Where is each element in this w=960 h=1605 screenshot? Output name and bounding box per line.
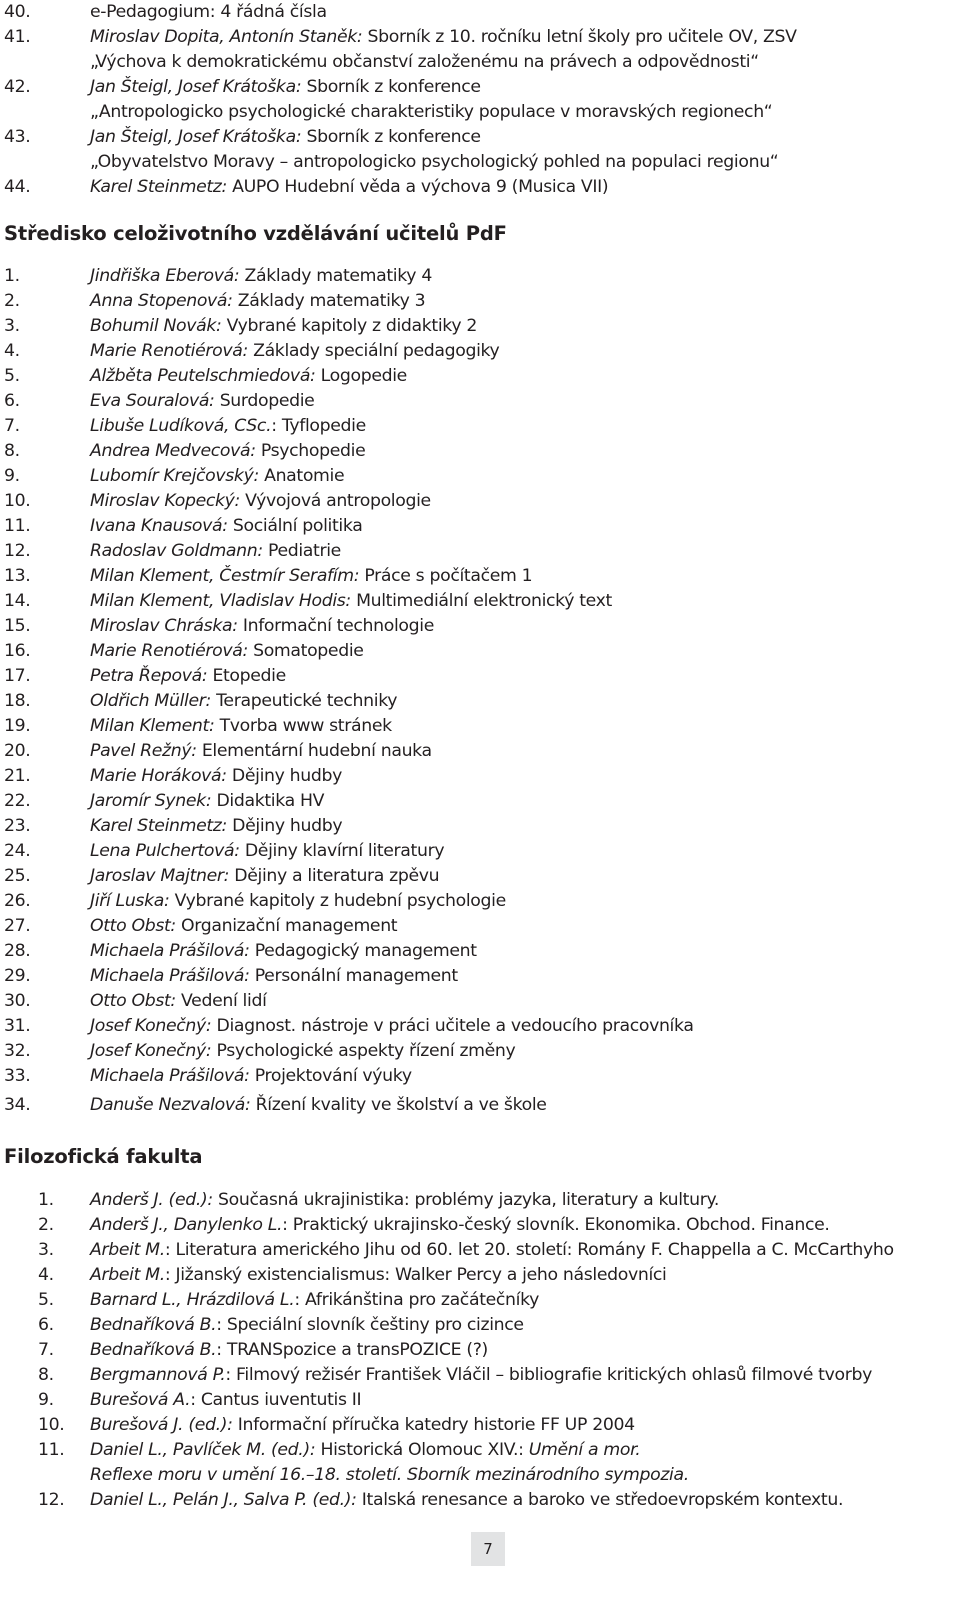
item-title: Základy speciální pedagogiky xyxy=(247,341,500,361)
list-item xyxy=(0,364,960,389)
item-number: 8. xyxy=(4,441,20,461)
item-author: Bergmannová P. xyxy=(90,1365,226,1385)
item-title: e-Pedagogium: 4 řádná čísla xyxy=(90,2,327,22)
item-author: Petra Řepová: xyxy=(90,666,208,686)
item-author: Karel Steinmetz: xyxy=(90,816,228,836)
section-list-continued xyxy=(0,0,960,200)
list-item xyxy=(0,1363,960,1388)
list-item xyxy=(0,439,960,464)
list-item xyxy=(0,764,960,789)
item-title: AUPO Hudební věda a výchova 9 (Musica VII) xyxy=(227,177,609,197)
item-number: 8. xyxy=(38,1365,54,1385)
list-item xyxy=(0,1238,960,1263)
item-number: 9. xyxy=(4,466,20,486)
item-author: Josef Konečný: xyxy=(90,1016,212,1036)
item-number: 11. xyxy=(38,1440,65,1460)
item-number: 22. xyxy=(4,791,31,811)
item-author: Marie Horáková: xyxy=(90,766,227,786)
item-author: Daniel L., Pavlíček M. (ed.): xyxy=(90,1440,316,1460)
item-title: Italská renesance a baroko ve středoevropském kontextu. xyxy=(356,1490,844,1510)
item-number: 6. xyxy=(4,391,20,411)
list-item xyxy=(0,25,960,75)
item-author: Lena Pulchertová: xyxy=(90,841,240,861)
item-author: Andrea Medvecová: xyxy=(90,441,256,461)
item-author: Jan Šteigl, Josef Krátoška: xyxy=(90,127,302,147)
list-item xyxy=(0,564,960,589)
item-author: Jaroslav Majtner: xyxy=(90,866,230,886)
item-author: Burešová J. (ed.): xyxy=(90,1415,233,1435)
item-author: Milan Klement: xyxy=(90,716,215,736)
item-title: Surdopedie xyxy=(214,391,315,411)
item-number: 15. xyxy=(4,616,31,636)
item-author: Arbeit M. xyxy=(90,1240,165,1260)
item-title: : Cantus iuventutis II xyxy=(190,1390,362,1410)
item-author: Alžběta Peutelschmiedová: xyxy=(90,366,316,386)
item-title: Anatomie xyxy=(258,466,345,486)
item-number: 2. xyxy=(4,291,20,311)
item-author: Bohumil Novák: xyxy=(90,316,222,336)
item-title: Sborník z 10. ročníku letní školy pro učitele OV, ZSV xyxy=(362,27,797,47)
list-item xyxy=(0,964,960,989)
item-author: Josef Konečný: xyxy=(90,1041,212,1061)
item-author: Milan Klement, Vladislav Hodis: xyxy=(90,591,351,611)
list-item xyxy=(0,689,960,714)
item-number: 10. xyxy=(4,491,31,511)
item-author: Jan Šteigl, Josef Krátoška: xyxy=(90,77,302,97)
list-item xyxy=(0,389,960,414)
item-author: Libuše Ludíková, CSc. xyxy=(90,416,272,436)
item-number: 27. xyxy=(4,916,31,936)
item-number: 19. xyxy=(4,716,31,736)
item-title: Sborník z konference xyxy=(301,77,481,97)
list-item xyxy=(0,1093,960,1118)
list-item xyxy=(0,539,960,564)
page-number: 7 xyxy=(471,1532,505,1566)
item-author: Otto Obst: xyxy=(90,916,176,936)
item-title: : Afrikánština pro začátečníky xyxy=(294,1290,540,1310)
item-author: Bednaříková B. xyxy=(90,1340,217,1360)
item-title: : Filmový režisér František Vláčil – bibliografie kritických ohlasů filmové tvorby xyxy=(225,1365,872,1385)
item-number: 13. xyxy=(4,566,31,586)
item-number: 29. xyxy=(4,966,31,986)
section-heading-ff: Filozofická fakulta xyxy=(4,1145,203,1168)
item-author: Oldřich Müller: xyxy=(90,691,212,711)
item-title: Projektování výuky xyxy=(249,1066,412,1086)
item-author: Danuše Nezvalová: xyxy=(90,1095,251,1115)
item-number: 31. xyxy=(4,1016,31,1036)
item-number: 40. xyxy=(4,2,31,22)
item-title: Psychopedie xyxy=(255,441,366,461)
item-author: Pavel Režný: xyxy=(90,741,197,761)
item-number: 3. xyxy=(38,1240,54,1260)
item-number: 41. xyxy=(4,27,31,47)
item-title: Sborník z konference xyxy=(301,127,481,147)
section-heading-cvu: Středisko celoživotního vzdělávání učitelů PdF xyxy=(4,222,507,245)
list-item xyxy=(0,1388,960,1413)
list-item xyxy=(0,939,960,964)
list-item xyxy=(0,839,960,864)
list-item xyxy=(0,1438,960,1488)
item-number: 26. xyxy=(4,891,31,911)
list-item xyxy=(0,814,960,839)
list-item xyxy=(0,514,960,539)
list-item xyxy=(0,864,960,889)
item-author: Ivana Knausová: xyxy=(90,516,228,536)
item-title: Dějiny hudby xyxy=(227,816,343,836)
list-item xyxy=(0,1188,960,1213)
item-title: Dějiny a literatura zpěvu xyxy=(229,866,440,886)
item-number: 34. xyxy=(4,1095,31,1115)
item-title: Psychologické aspekty řízení změny xyxy=(211,1041,516,1061)
item-number: 43. xyxy=(4,127,31,147)
item-author: Anderš J., Danylenko L. xyxy=(90,1215,283,1235)
item-author: Michaela Prášilová: xyxy=(90,1066,250,1086)
item-title: Didaktika HV xyxy=(211,791,325,811)
item-number: 11. xyxy=(4,516,31,536)
list-item xyxy=(0,914,960,939)
list-item xyxy=(0,1039,960,1064)
list-item xyxy=(0,289,960,314)
list-item xyxy=(0,1213,960,1238)
item-title-continuation: „Obyvatelstvo Moravy – antropologicko psychologický pohled na populaci regionu“ xyxy=(90,152,779,172)
list-item xyxy=(0,639,960,664)
item-number: 12. xyxy=(4,541,31,561)
list-item xyxy=(0,489,960,514)
list-item xyxy=(0,589,960,614)
item-title: Personální management xyxy=(249,966,458,986)
item-number: 2. xyxy=(38,1215,54,1235)
item-number: 20. xyxy=(4,741,31,761)
item-number: 9. xyxy=(38,1390,54,1410)
item-number: 25. xyxy=(4,866,31,886)
item-title: Organizační management xyxy=(175,916,398,936)
item-author: Daniel L., Pelán J., Salva P. (ed.): xyxy=(90,1490,357,1510)
item-author: Burešová A. xyxy=(90,1390,191,1410)
item-title: Dějiny klavírní literatury xyxy=(239,841,445,861)
list-item xyxy=(0,789,960,814)
item-title: Somatopedie xyxy=(247,641,364,661)
item-title: Diagnost. nástroje v práci učitele a vedoucího pracovníka xyxy=(211,1016,694,1036)
item-author: Miroslav Kopecký: xyxy=(90,491,241,511)
list-item xyxy=(0,1313,960,1338)
item-author: Anna Stopenová: xyxy=(90,291,233,311)
list-item xyxy=(0,264,960,289)
list-item xyxy=(0,664,960,689)
list-item xyxy=(0,889,960,914)
list-item xyxy=(0,125,960,175)
item-title: : Jižanský existencialismus: Walker Percy a jeho následovníci xyxy=(164,1265,667,1285)
item-author: Barnard L., Hrázdilová L. xyxy=(90,1290,295,1310)
section-list-cvu xyxy=(0,264,960,1118)
item-number: 5. xyxy=(38,1290,54,1310)
item-title: : TRANSpozice a transPOZICE (?) xyxy=(216,1340,488,1360)
list-item xyxy=(0,75,960,125)
item-number: 12. xyxy=(38,1490,65,1510)
item-title: Dějiny hudby xyxy=(226,766,342,786)
list-item xyxy=(0,0,960,25)
item-number: 32. xyxy=(4,1041,31,1061)
item-author: Jindřiška Eberová: xyxy=(90,266,240,286)
item-author: Miroslav Dopita, Antonín Staněk: xyxy=(90,27,363,47)
item-author: Radoslav Goldmann: xyxy=(90,541,263,561)
item-title: Vývojová antropologie xyxy=(240,491,431,511)
item-number: 42. xyxy=(4,77,31,97)
item-title: : Praktický ukrajinsko-český slovník. Ekonomika. Obchod. Finance. xyxy=(282,1215,830,1235)
list-item xyxy=(0,464,960,489)
item-title: Historická Olomouc XIV.: xyxy=(315,1440,529,1460)
list-item xyxy=(0,1014,960,1039)
list-item xyxy=(0,314,960,339)
item-title: : Tyflopedie xyxy=(271,416,366,436)
item-number: 28. xyxy=(4,941,31,961)
item-title: Sociální politika xyxy=(227,516,363,536)
item-number: 7. xyxy=(38,1340,54,1360)
item-number: 44. xyxy=(4,177,31,197)
item-number: 17. xyxy=(4,666,31,686)
item-title: Elementární hudební nauka xyxy=(196,741,432,761)
item-title-continuation: Reflexe moru v umění 16.–18. století. Sborník mezinárodního sympozia. xyxy=(90,1465,689,1485)
item-author: Arbeit M. xyxy=(90,1265,165,1285)
list-item xyxy=(0,714,960,739)
item-title: Základy matematiky 3 xyxy=(232,291,426,311)
list-item xyxy=(0,1288,960,1313)
item-author: Jiří Luska: xyxy=(90,891,170,911)
item-author: Jaromír Synek: xyxy=(90,791,212,811)
item-author: Otto Obst: xyxy=(90,991,176,1011)
item-title: Současná ukrajinistika: problémy jazyka, literatury a kultury. xyxy=(212,1190,719,1210)
item-title: Tvorba www stránek xyxy=(214,716,392,736)
section-list-ff xyxy=(0,1188,960,1513)
item-author: Michaela Prášilová: xyxy=(90,941,250,961)
item-number: 1. xyxy=(38,1190,54,1210)
list-item xyxy=(0,739,960,764)
item-title: Vybrané kapitoly z hudební psychologie xyxy=(169,891,506,911)
item-title-continuation: „Antropologicko psychologické charakteristiky populace v moravských regionech“ xyxy=(90,102,773,122)
list-item xyxy=(0,1064,960,1089)
item-author: Bednaříková B. xyxy=(90,1315,217,1335)
item-number: 21. xyxy=(4,766,31,786)
item-number: 18. xyxy=(4,691,31,711)
item-number: 33. xyxy=(4,1066,31,1086)
item-number: 14. xyxy=(4,591,31,611)
list-item xyxy=(0,1488,960,1513)
item-title: Logopedie xyxy=(315,366,407,386)
item-author: Karel Steinmetz: xyxy=(90,177,228,197)
list-item xyxy=(0,989,960,1014)
item-title: Základy matematiky 4 xyxy=(239,266,432,286)
item-title: : Literatura amerického Jihu od 60. let 20. století: Romány F. Chappella a C. McCarthyho xyxy=(164,1240,894,1260)
item-number: 24. xyxy=(4,841,31,861)
list-item xyxy=(0,1413,960,1438)
item-title: Informační příručka katedry historie FF UP 2004 xyxy=(232,1415,635,1435)
item-title-continuation: „Výchova k demokratickému občanství založenému na právech a odpovědnosti“ xyxy=(90,52,759,72)
list-item xyxy=(0,1263,960,1288)
item-title: Etopedie xyxy=(207,666,286,686)
item-number: 16. xyxy=(4,641,31,661)
item-author: Miroslav Chráska: xyxy=(90,616,238,636)
item-number: 1. xyxy=(4,266,20,286)
list-item xyxy=(0,175,960,200)
item-title: Multimediální elektronický text xyxy=(350,591,612,611)
item-title: Práce s počítačem 1 xyxy=(359,566,533,586)
item-author: Marie Renotiérová: xyxy=(90,641,248,661)
item-number: 4. xyxy=(4,341,20,361)
item-title: Terapeutické techniky xyxy=(211,691,398,711)
item-number: 5. xyxy=(4,366,20,386)
item-number: 4. xyxy=(38,1265,54,1285)
item-number: 6. xyxy=(38,1315,54,1335)
item-number: 3. xyxy=(4,316,20,336)
list-item xyxy=(0,414,960,439)
list-item xyxy=(0,339,960,364)
item-title: Informační technologie xyxy=(237,616,434,636)
item-author: Marie Renotiérová: xyxy=(90,341,248,361)
item-author: Milan Klement, Čestmír Serafím: xyxy=(90,566,360,586)
list-item xyxy=(0,1338,960,1363)
item-title-italic: Umění a mor. xyxy=(528,1440,641,1460)
item-title: Vybrané kapitoly z didaktiky 2 xyxy=(221,316,478,336)
list-item xyxy=(0,614,960,639)
item-number: 7. xyxy=(4,416,20,436)
item-title: Vedení lidí xyxy=(175,991,267,1011)
item-title: Pedagogický management xyxy=(249,941,477,961)
item-number: 23. xyxy=(4,816,31,836)
item-author: Anderš J. (ed.): xyxy=(90,1190,213,1210)
item-number: 30. xyxy=(4,991,31,1011)
item-author: Lubomír Krejčovský: xyxy=(90,466,259,486)
item-author: Eva Souralová: xyxy=(90,391,215,411)
item-author: Michaela Prášilová: xyxy=(90,966,250,986)
item-title: Pediatrie xyxy=(262,541,341,561)
item-number: 10. xyxy=(38,1415,65,1435)
item-title: : Speciální slovník češtiny pro cizince xyxy=(216,1315,524,1335)
item-title: Řízení kvality ve školství a ve škole xyxy=(250,1095,547,1115)
